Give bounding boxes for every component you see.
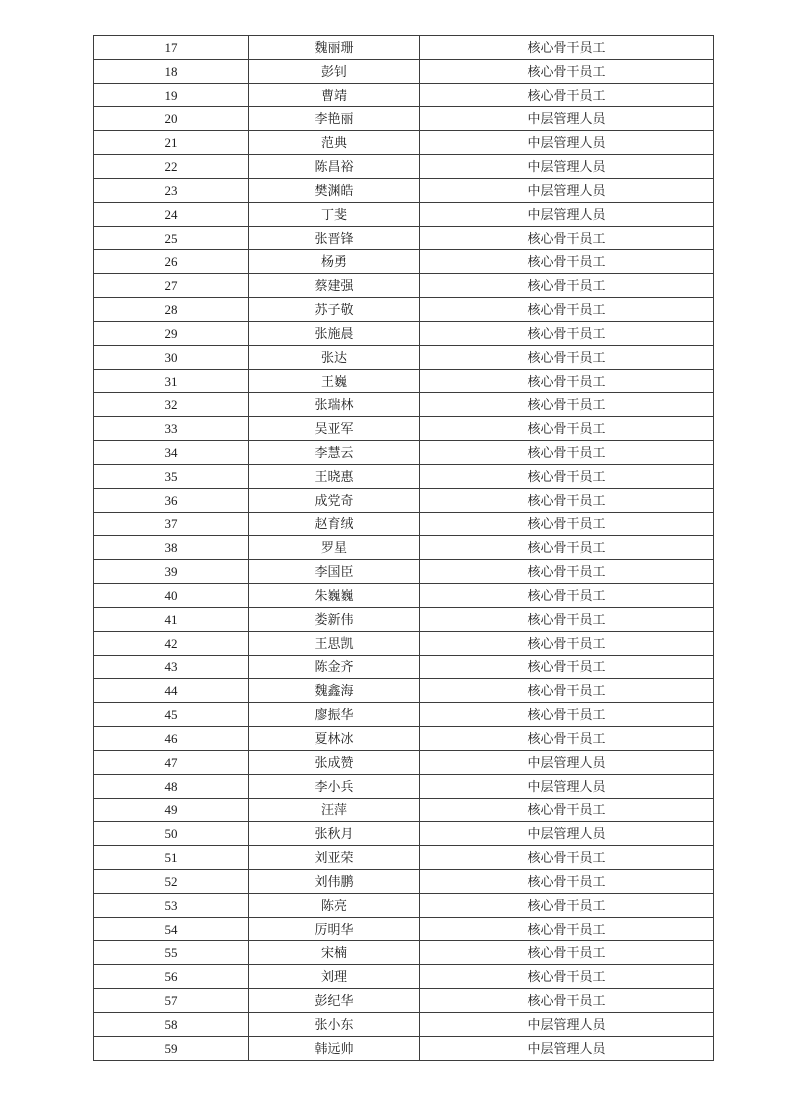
employee-roster-table [93, 35, 714, 1061]
row-number-cell: 58 [94, 1012, 249, 1036]
table-row [94, 393, 714, 417]
table-row [94, 369, 714, 393]
table-row [94, 1036, 714, 1060]
employee-category-cell: 核心骨干员工 [420, 560, 714, 584]
employee-category-cell: 核心骨干员工 [420, 369, 714, 393]
employee-name-cell: 刘亚荣 [249, 846, 420, 870]
employee-name-cell: 娄新伟 [249, 607, 420, 631]
employee-name-cell: 樊渊皓 [249, 178, 420, 202]
row-number-cell: 52 [94, 869, 249, 893]
row-number-cell: 24 [94, 202, 249, 226]
employee-name-cell: 汪萍 [249, 798, 420, 822]
row-number-cell: 32 [94, 393, 249, 417]
row-number-cell: 25 [94, 226, 249, 250]
table-row [94, 345, 714, 369]
row-number-cell: 17 [94, 36, 249, 60]
employee-category-cell: 核心骨干员工 [420, 727, 714, 751]
employee-name-cell: 李艳丽 [249, 107, 420, 131]
employee-name-cell: 王晓惠 [249, 464, 420, 488]
row-number-cell: 45 [94, 703, 249, 727]
row-number-cell: 47 [94, 750, 249, 774]
table-row [94, 893, 714, 917]
employee-category-cell: 核心骨干员工 [420, 274, 714, 298]
employee-name-cell: 王思凯 [249, 631, 420, 655]
employee-category-cell: 核心骨干员工 [420, 298, 714, 322]
table-row [94, 631, 714, 655]
table-row [94, 869, 714, 893]
table-row [94, 321, 714, 345]
employee-name-cell: 张施晨 [249, 321, 420, 345]
employee-name-cell: 彭钊 [249, 59, 420, 83]
employee-category-cell: 核心骨干员工 [420, 893, 714, 917]
row-number-cell: 49 [94, 798, 249, 822]
employee-name-cell: 陈昌裕 [249, 155, 420, 179]
employee-category-cell: 核心骨干员工 [420, 679, 714, 703]
employee-name-cell: 赵育绒 [249, 512, 420, 536]
row-number-cell: 48 [94, 774, 249, 798]
table-row [94, 250, 714, 274]
employee-category-cell: 核心骨干员工 [420, 989, 714, 1013]
employee-name-cell: 廖振华 [249, 703, 420, 727]
employee-name-cell: 成党奇 [249, 488, 420, 512]
employee-name-cell: 彭纪华 [249, 989, 420, 1013]
row-number-cell: 22 [94, 155, 249, 179]
row-number-cell: 39 [94, 560, 249, 584]
employee-category-cell: 中层管理人员 [420, 107, 714, 131]
employee-name-cell: 范典 [249, 131, 420, 155]
table-row [94, 417, 714, 441]
row-number-cell: 26 [94, 250, 249, 274]
employee-name-cell: 厉明华 [249, 917, 420, 941]
table-row [94, 989, 714, 1013]
table-row [94, 83, 714, 107]
table-row [94, 560, 714, 584]
employee-category-cell: 核心骨干员工 [420, 798, 714, 822]
table-row [94, 36, 714, 60]
row-number-cell: 36 [94, 488, 249, 512]
employee-category-cell: 中层管理人员 [420, 178, 714, 202]
table-row [94, 607, 714, 631]
employee-category-cell: 中层管理人员 [420, 822, 714, 846]
row-number-cell: 21 [94, 131, 249, 155]
employee-category-cell: 核心骨干员工 [420, 83, 714, 107]
row-number-cell: 37 [94, 512, 249, 536]
employee-category-cell: 中层管理人员 [420, 155, 714, 179]
table-row [94, 441, 714, 465]
row-number-cell: 43 [94, 655, 249, 679]
employee-category-cell: 中层管理人员 [420, 774, 714, 798]
employee-name-cell: 张成赞 [249, 750, 420, 774]
employee-category-cell: 核心骨干员工 [420, 655, 714, 679]
row-number-cell: 28 [94, 298, 249, 322]
employee-name-cell: 苏子敬 [249, 298, 420, 322]
row-number-cell: 35 [94, 464, 249, 488]
row-number-cell: 33 [94, 417, 249, 441]
row-number-cell: 38 [94, 536, 249, 560]
employee-name-cell: 吴亚军 [249, 417, 420, 441]
row-number-cell: 31 [94, 369, 249, 393]
employee-name-cell: 李小兵 [249, 774, 420, 798]
row-number-cell: 42 [94, 631, 249, 655]
employee-name-cell: 王巍 [249, 369, 420, 393]
employee-category-cell: 核心骨干员工 [420, 59, 714, 83]
employee-name-cell: 蔡建强 [249, 274, 420, 298]
row-number-cell: 46 [94, 727, 249, 751]
table-row [94, 822, 714, 846]
table-row [94, 536, 714, 560]
employee-category-cell: 中层管理人员 [420, 202, 714, 226]
employee-category-cell: 核心骨干员工 [420, 536, 714, 560]
row-number-cell: 34 [94, 441, 249, 465]
table-row [94, 107, 714, 131]
row-number-cell: 41 [94, 607, 249, 631]
employee-category-cell: 核心骨干员工 [420, 441, 714, 465]
employee-category-cell: 核心骨干员工 [420, 393, 714, 417]
employee-category-cell: 中层管理人员 [420, 750, 714, 774]
row-number-cell: 56 [94, 965, 249, 989]
employee-name-cell: 陈亮 [249, 893, 420, 917]
row-number-cell: 51 [94, 846, 249, 870]
employee-category-cell: 核心骨干员工 [420, 36, 714, 60]
table-row [94, 679, 714, 703]
table-row [94, 178, 714, 202]
row-number-cell: 40 [94, 584, 249, 608]
table-row [94, 965, 714, 989]
table-row [94, 846, 714, 870]
row-number-cell: 54 [94, 917, 249, 941]
employee-name-cell: 杨勇 [249, 250, 420, 274]
row-number-cell: 59 [94, 1036, 249, 1060]
row-number-cell: 23 [94, 178, 249, 202]
employee-category-cell: 核心骨干员工 [420, 941, 714, 965]
row-number-cell: 30 [94, 345, 249, 369]
table-row [94, 727, 714, 751]
employee-name-cell: 韩远帅 [249, 1036, 420, 1060]
employee-name-cell: 曹靖 [249, 83, 420, 107]
employee-category-cell: 核心骨干员工 [420, 846, 714, 870]
row-number-cell: 18 [94, 59, 249, 83]
table-row [94, 202, 714, 226]
table-row [94, 703, 714, 727]
employee-name-cell: 张达 [249, 345, 420, 369]
table-row [94, 59, 714, 83]
employee-name-cell: 朱巍巍 [249, 584, 420, 608]
employee-name-cell: 李国臣 [249, 560, 420, 584]
row-number-cell: 27 [94, 274, 249, 298]
row-number-cell: 20 [94, 107, 249, 131]
employee-name-cell: 张小东 [249, 1012, 420, 1036]
employee-category-cell: 中层管理人员 [420, 1012, 714, 1036]
employee-name-cell: 张秋月 [249, 822, 420, 846]
employee-category-cell: 核心骨干员工 [420, 345, 714, 369]
employee-category-cell: 核心骨干员工 [420, 584, 714, 608]
table-row [94, 274, 714, 298]
employee-category-cell: 核心骨干员工 [420, 512, 714, 536]
employee-category-cell: 核心骨干员工 [420, 917, 714, 941]
table-row [94, 131, 714, 155]
row-number-cell: 55 [94, 941, 249, 965]
employee-name-cell: 罗星 [249, 536, 420, 560]
employee-category-cell: 中层管理人员 [420, 131, 714, 155]
employee-category-cell: 核心骨干员工 [420, 488, 714, 512]
table-row [94, 798, 714, 822]
table-row [94, 917, 714, 941]
employee-name-cell: 丁斐 [249, 202, 420, 226]
employee-name-cell: 夏林冰 [249, 727, 420, 751]
table-row [94, 584, 714, 608]
row-number-cell: 57 [94, 989, 249, 1013]
employee-category-cell: 核心骨干员工 [420, 703, 714, 727]
table-row [94, 655, 714, 679]
employee-name-cell: 李慧云 [249, 441, 420, 465]
row-number-cell: 19 [94, 83, 249, 107]
employee-category-cell: 核心骨干员工 [420, 607, 714, 631]
employee-name-cell: 张瑞林 [249, 393, 420, 417]
employee-category-cell: 核心骨干员工 [420, 321, 714, 345]
employee-name-cell: 刘理 [249, 965, 420, 989]
employee-category-cell: 核心骨干员工 [420, 464, 714, 488]
employee-category-cell: 核心骨干员工 [420, 965, 714, 989]
row-number-cell: 53 [94, 893, 249, 917]
employee-category-cell: 核心骨干员工 [420, 869, 714, 893]
employee-name-cell: 陈金齐 [249, 655, 420, 679]
employee-category-cell: 核心骨干员工 [420, 250, 714, 274]
table-row [94, 512, 714, 536]
employee-category-cell: 核心骨干员工 [420, 226, 714, 250]
row-number-cell: 50 [94, 822, 249, 846]
employee-name-cell: 魏鑫海 [249, 679, 420, 703]
table-row [94, 155, 714, 179]
table-row [94, 774, 714, 798]
employee-name-cell: 张晋锋 [249, 226, 420, 250]
table-row [94, 750, 714, 774]
employee-roster-body [94, 36, 714, 1061]
table-row [94, 941, 714, 965]
table-row [94, 1012, 714, 1036]
employee-name-cell: 宋楠 [249, 941, 420, 965]
row-number-cell: 44 [94, 679, 249, 703]
table-row [94, 464, 714, 488]
employee-category-cell: 核心骨干员工 [420, 631, 714, 655]
table-row [94, 298, 714, 322]
employee-name-cell: 魏丽珊 [249, 36, 420, 60]
table-row [94, 226, 714, 250]
table-row [94, 488, 714, 512]
employee-name-cell: 刘伟鹏 [249, 869, 420, 893]
row-number-cell: 29 [94, 321, 249, 345]
employee-category-cell: 核心骨干员工 [420, 417, 714, 441]
employee-category-cell: 中层管理人员 [420, 1036, 714, 1060]
